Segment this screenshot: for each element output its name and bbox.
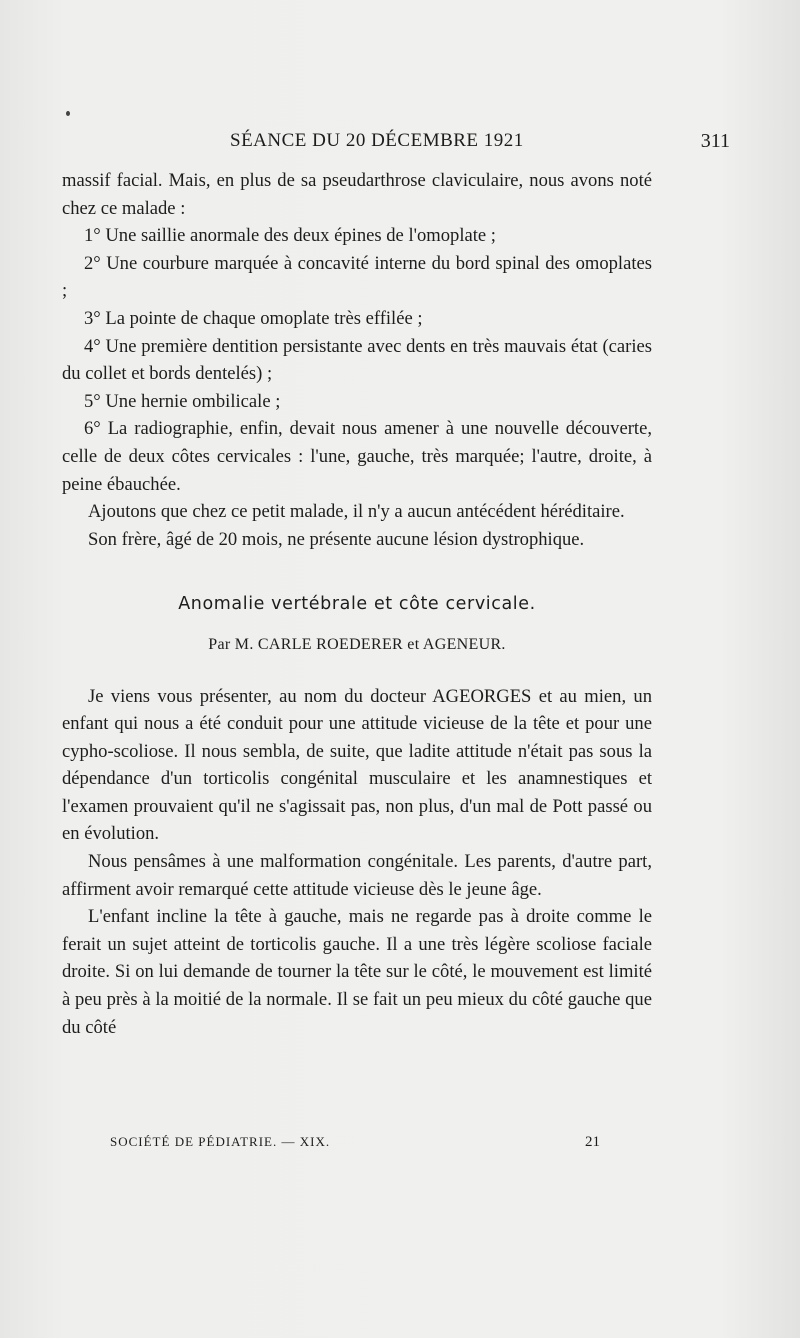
list-item-1: 1° Une saillie anormale des deux épines de l'omoplate ; [84, 225, 496, 247]
list-item-5: 5° Une hernie ombilicale ; [84, 390, 281, 412]
article-byline: Par M. CARLE ROEDERER et AGENEUR. [208, 635, 506, 653]
article-paragraph-3: L'enfant incline la tête à gauche, mais ne regarde pas à droite comme le ferait un sujet atteint de torticolis gauche. Il a une très légère scoliose faciale droite. Si on lui demande de tourner la tête sur le côté, le mouvement est limité à peu près à la moitié de la normale. Il se fait un peu mieux du côté gauche que du côté [62, 906, 652, 1038]
article-paragraph-1: Je viens vous présenter, au nom du docteur AGEORGES et au mien, un enfant qui nous a été conduit pour une attitude vicieuse de la tête et pour une cypho-scoliose. Il nous sembla, de suite, que ladite attitude n'était pas sous la dépendance d'un torticolis congénital musculaire et les anamnestiques et l'examen prouvaient qu'il ne s'agissait pas, non plus, d'un mal de Pott passé ou en évolution. [62, 685, 652, 845]
list-item-6: 6° La radiographie, enfin, devait nous amener à une nouvelle découverte, celle de deux côtes cervicales : l'une, gauche, très marquée; l'autre, droite, à peine ébauchée. [62, 418, 652, 495]
article-paragraph-2: Nous pensâmes à une malformation congénitale. Les parents, d'autre part, affirment avoir remarqué cette attitude vicieuse dès le jeune âge. [62, 851, 652, 900]
body-text [62, 167, 652, 1041]
sheet-number: 21 [585, 1134, 600, 1150]
paragraph-antecedents: Ajoutons que chez ce petit malade, il n'y a aucun antécédent héréditaire. [88, 501, 625, 523]
list-item-2: 2° Une courbure marquée à concavité interne du bord spinal des omoplates ; [62, 252, 652, 302]
running-head [70, 130, 730, 158]
article-title: Anomalie vertébrale et côte cervicale. [178, 594, 536, 615]
paragraph-continuation: massif facial. Mais, en plus de sa pseudarthrose claviculaire, nous avons noté chez ce malade : [62, 170, 652, 219]
ink-speck [66, 111, 70, 116]
page-footer [110, 1134, 600, 1154]
running-title: SÉANCE DU 20 DÉCEMBRE 1921 [230, 130, 524, 151]
footer-signature: SOCIÉTÉ DE PÉDIATRIE. — XIX. [110, 1134, 331, 1149]
paragraph-brother: Son frère, âgé de 20 mois, ne présente aucune lésion dystrophique. [88, 528, 585, 550]
list-item-3: 3° La pointe de chaque omoplate très effilée ; [84, 307, 423, 329]
list-item-4: 4° Une première dentition persistante avec dents en très mauvais état (caries du collet et bords dentelés) ; [62, 335, 652, 385]
page-number: 311 [700, 130, 730, 152]
